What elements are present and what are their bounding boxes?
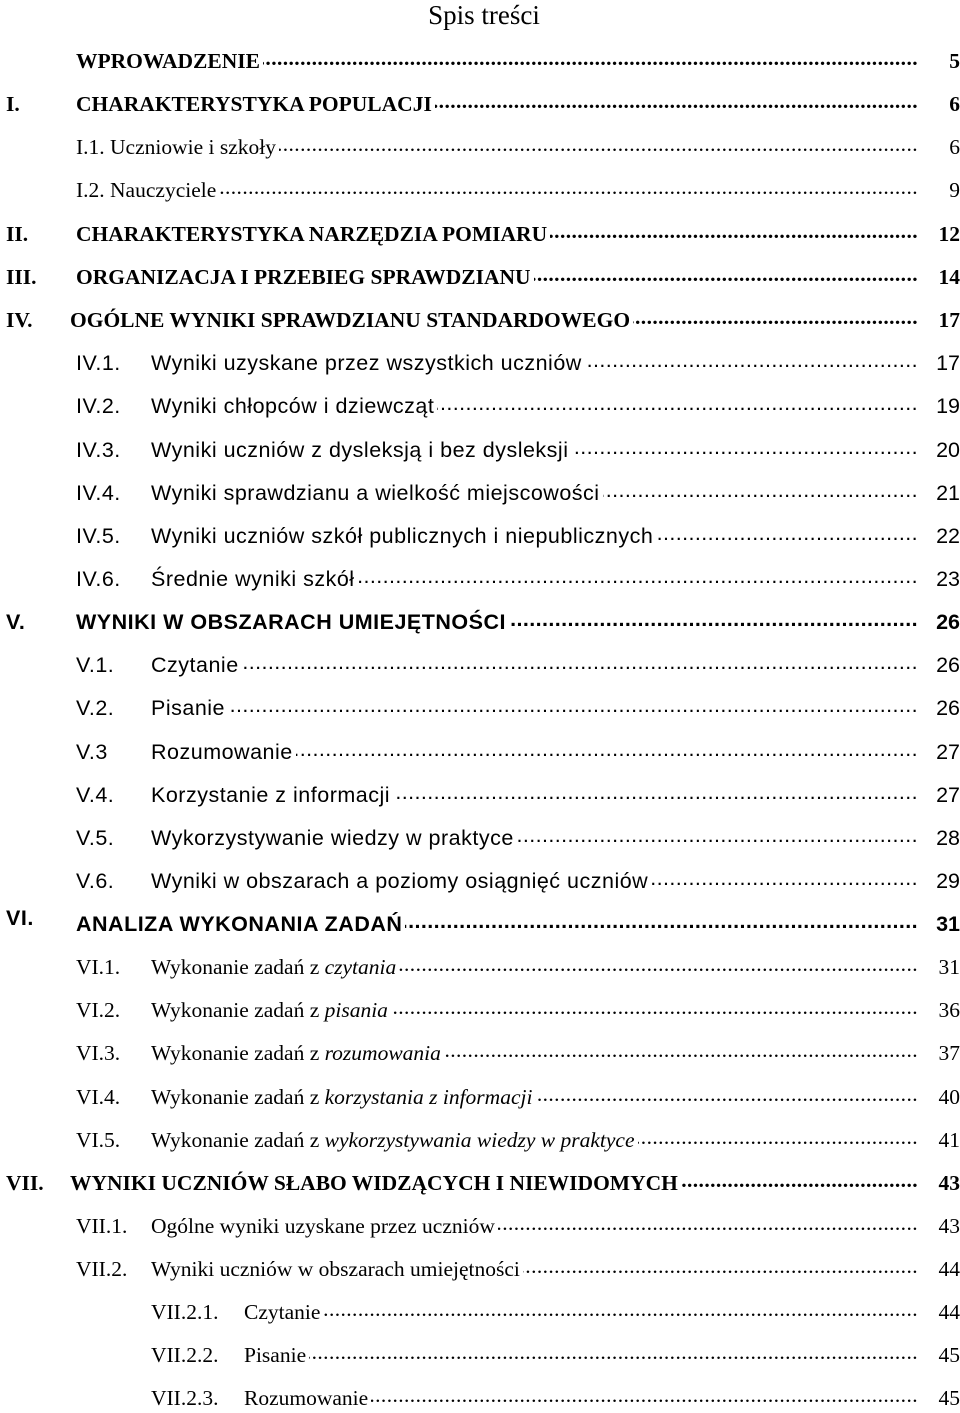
toc-entry-page-number: 6 — [926, 132, 960, 162]
toc-entry-page-number: 6 — [926, 89, 960, 119]
toc-entry-label — [151, 435, 572, 465]
toc-entry-page-number: 43 — [926, 1211, 960, 1241]
toc-entry-number: VII. — [6, 1168, 44, 1198]
toc-entry[interactable] — [0, 305, 960, 335]
toc-entry-label — [151, 1254, 523, 1284]
toc-entry-label-text: Ogólne wyniki uzyskane przez uczniów — [151, 1214, 495, 1238]
toc-entry-page-number: 44 — [926, 1254, 960, 1284]
toc-entry-label-text: Pisanie — [151, 696, 226, 720]
toc-entry-page-number: 43 — [926, 1168, 960, 1198]
toc-entry-page-number: 26 — [926, 607, 960, 637]
toc-entry-label-text: Wykonanie zadań z — [151, 955, 320, 979]
toc-entry-page-number: 17 — [926, 348, 960, 378]
toc-entry-number: IV. — [6, 305, 33, 335]
toc-entry-label-text: Wyniki uzyskane przez wszystkich uczniów — [151, 351, 582, 375]
toc-entry-label-italic: korzystania z informacji — [324, 1085, 533, 1109]
toc-entry-label-italic: wykorzystywania wiedzy w praktyce — [324, 1128, 635, 1152]
toc-entry-label — [76, 132, 279, 162]
toc-entry-page-number: 29 — [926, 866, 960, 896]
toc-entry-label — [151, 737, 296, 767]
toc-entry-page-number: 19 — [926, 391, 960, 421]
toc-entry-label — [76, 607, 509, 637]
toc-entry-page-number: 37 — [926, 1038, 960, 1068]
toc-entry-number: VII.2. — [76, 1254, 127, 1284]
toc-entry[interactable] — [0, 219, 960, 249]
dot-leader — [151, 693, 918, 717]
toc-entry[interactable] — [0, 89, 960, 119]
toc-entry-label-text: OGÓLNE WYNIKI SPRAWDZIANU STANDARDOWEGO — [70, 308, 631, 332]
toc-entry-number: VII.2.2. — [151, 1340, 218, 1370]
toc-entry[interactable] — [0, 952, 960, 982]
toc-entry-label — [70, 1168, 681, 1198]
toc-entry-number: VI.3. — [76, 1038, 120, 1068]
toc-entry-number: I. — [6, 89, 20, 119]
toc-entry-label-text: Wykorzystywanie wiedzy w praktyce — [151, 826, 514, 850]
toc-entry-page-number: 26 — [926, 650, 960, 680]
toc-entry-page-number: 31 — [926, 909, 960, 939]
dot-leader — [244, 1297, 918, 1321]
toc-entry-page-number: 31 — [926, 952, 960, 982]
toc-entry-label-text: WYNIKI W OBSZARACH UMIEJĘTNOŚCI — [76, 610, 506, 634]
toc-entry-number: V.3 — [76, 737, 108, 767]
toc-entry-label — [151, 564, 358, 594]
toc-entry-page-number: 27 — [926, 780, 960, 810]
toc-entry[interactable] — [0, 1082, 960, 1112]
toc-entry[interactable] — [0, 391, 960, 421]
toc-entry-label — [76, 89, 435, 119]
toc-entry-page-number: 45 — [926, 1383, 960, 1413]
toc-entry-number: VI.1. — [76, 952, 120, 982]
toc-entry-page-number: 5 — [926, 46, 960, 76]
toc-entry-label — [76, 175, 219, 205]
toc-entry-label — [151, 952, 399, 982]
toc-entry-number: VI.2. — [76, 995, 120, 1025]
toc-entry[interactable] — [0, 1038, 960, 1068]
toc-entry-number: IV.5. — [76, 521, 121, 551]
toc-entry-page-number: 23 — [926, 564, 960, 594]
toc-entry[interactable] — [0, 1297, 960, 1327]
toc-entry-number: III. — [6, 262, 36, 292]
toc-entry-number: V. — [6, 607, 25, 637]
toc-entry-number: VI. — [6, 903, 34, 933]
toc-entry-label-italic: pisania — [324, 998, 388, 1022]
toc-entry-number: VI.4. — [76, 1082, 120, 1112]
toc-entry[interactable] — [0, 348, 960, 378]
toc-entry-label-text: I.1. Uczniowie i szkoły — [76, 135, 277, 159]
toc-entry-page-number: 20 — [926, 435, 960, 465]
toc-entry-page-number: 12 — [926, 219, 960, 249]
toc-entry-number: IV.1. — [76, 348, 121, 378]
toc-entry-page-number: 27 — [926, 737, 960, 767]
toc-entry-label-text: Wykonanie zadań z — [151, 1085, 320, 1109]
toc-entry-label — [151, 995, 391, 1025]
toc-entry-number: IV.2. — [76, 391, 121, 421]
toc-entry-label-text: ANALIZA WYKONANIA ZADAŃ — [76, 912, 403, 936]
toc-entry[interactable] — [0, 478, 960, 508]
toc-entry-label — [151, 348, 585, 378]
toc-entry-label — [76, 262, 534, 292]
toc-entry-page-number: 9 — [926, 175, 960, 205]
toc-entry-label-text: Wyniki uczniów w obszarach umiejętności — [151, 1257, 520, 1281]
toc-entry-number: II. — [6, 219, 28, 249]
toc-entry[interactable] — [0, 823, 960, 853]
toc-entry-number: IV.4. — [76, 478, 121, 508]
toc-entry-label-text: CHARAKTERYSTYKA NARZĘDZIA POMIARU — [76, 222, 548, 246]
toc-entry[interactable] — [0, 435, 960, 465]
toc-entry-label-text: Czytanie — [151, 653, 239, 677]
toc-entry-label — [76, 46, 263, 76]
toc-entry-label-text: Czytanie — [244, 1300, 321, 1324]
toc-entry-page-number: 14 — [926, 262, 960, 292]
toc-entry[interactable] — [0, 1340, 960, 1370]
toc-entry[interactable] — [0, 521, 960, 551]
toc-entry-label-text: ORGANIZACJA I PRZEBIEG SPRAWDZIANU — [76, 265, 531, 289]
toc-entry-page-number: 36 — [926, 995, 960, 1025]
toc-entry-label — [151, 866, 651, 896]
toc-entry-page-number: 17 — [926, 305, 960, 335]
toc-entry-label-text: Wykonanie zadań z — [151, 1128, 320, 1152]
toc-entry-label-text: Wyniki sprawdzianu a wielkość miejscowości — [151, 481, 600, 505]
toc-entry-label — [70, 305, 633, 335]
toc-entry[interactable] — [0, 995, 960, 1025]
toc-entry-label — [151, 693, 228, 723]
toc-entry-number: V.4. — [76, 780, 114, 810]
toc-entry-label-text: Rozumowanie — [244, 1386, 369, 1410]
toc-entry-label-text: WYNIKI UCZNIÓW SŁABO WIDZĄCYCH I NIEWIDOMYCH — [70, 1171, 678, 1195]
toc-entry-label — [151, 823, 517, 853]
toc-entry-label — [151, 1038, 444, 1068]
toc-entry-page-number: 21 — [926, 478, 960, 508]
toc-entry-number: V.2. — [76, 693, 114, 723]
toc-entry-label-text: Wyniki uczniów z dysleksją i bez dysleksji — [151, 438, 569, 462]
toc-entry-label-italic: czytania — [324, 955, 397, 979]
toc-entry-label-text: Wykonanie zadań z — [151, 998, 320, 1022]
toc-entry-number: IV.3. — [76, 435, 121, 465]
toc-entry-number: VII.2.1. — [151, 1297, 218, 1327]
toc-entry[interactable] — [0, 607, 960, 637]
toc-entry[interactable] — [0, 132, 960, 162]
toc-entry[interactable] — [0, 737, 960, 767]
toc-entry-label — [151, 1125, 638, 1155]
toc-entry-page-number: 41 — [926, 1125, 960, 1155]
toc-entry-number: VII.2.3. — [151, 1383, 218, 1413]
toc-entry-label — [151, 650, 242, 680]
toc-entry-label-text: Korzystanie z informacji — [151, 783, 391, 807]
toc-entry-label — [151, 780, 393, 810]
dot-leader — [151, 650, 918, 674]
toc-entry-label — [151, 1211, 498, 1241]
toc-entry-number: VI.5. — [76, 1125, 120, 1155]
toc-title: Spis treści — [428, 0, 540, 30]
toc-entry[interactable] — [0, 650, 960, 680]
toc-entry-label — [151, 478, 603, 508]
toc-entry-label-text: Wyniki uczniów szkół publicznych i niepublicznych — [151, 524, 654, 548]
toc-entry-number: V.5. — [76, 823, 114, 853]
toc-entry[interactable] — [0, 564, 960, 594]
toc-entry[interactable] — [0, 780, 960, 810]
toc-entry-page-number: 26 — [926, 693, 960, 723]
toc-entry-page-number: 45 — [926, 1340, 960, 1370]
toc-entry-number: V.1. — [76, 650, 114, 680]
toc-entry-number: VII.1. — [76, 1211, 127, 1241]
toc-entry[interactable] — [0, 175, 960, 205]
toc-entry[interactable] — [0, 866, 960, 896]
toc-entry-number: V.6. — [76, 866, 114, 896]
toc-entry-label — [244, 1340, 309, 1370]
toc-entry-number: IV.6. — [76, 564, 121, 594]
toc-entry-label — [76, 219, 550, 249]
toc-entry[interactable] — [0, 906, 960, 939]
toc-entry-page-number: 28 — [926, 823, 960, 853]
toc-entry-label-text: Wyniki chłopców i dziewcząt — [151, 394, 435, 418]
toc-entry-label — [76, 909, 405, 939]
toc-entry-label-text: Pisanie — [244, 1343, 307, 1367]
toc-entry-label-text: Średnie wyniki szkół — [151, 567, 355, 591]
toc-entry-label — [151, 521, 656, 551]
toc-entry-label — [244, 1383, 371, 1413]
toc-entry-label — [151, 391, 437, 421]
toc-entry-label-text: CHARAKTERYSTYKA POPULACJI — [76, 92, 432, 116]
toc-entry-page-number: 22 — [926, 521, 960, 551]
dot-leader — [244, 1340, 918, 1364]
toc-entry[interactable] — [0, 1254, 960, 1284]
toc-entry-page-number: 40 — [926, 1082, 960, 1112]
toc-entry[interactable] — [0, 46, 960, 76]
toc-entry-label-text: WPROWADZENIE — [76, 49, 260, 73]
toc-entry-label-text: Wykonanie zadań z — [151, 1041, 320, 1065]
toc-entry[interactable] — [0, 1383, 960, 1413]
toc-entry[interactable] — [0, 1125, 960, 1155]
toc-entry-label — [244, 1297, 323, 1327]
toc-entry[interactable] — [0, 1168, 960, 1198]
toc-entry[interactable] — [0, 693, 960, 723]
toc-entry-label-text: Rozumowanie — [151, 740, 293, 764]
toc-entry-label-text: Wyniki w obszarach a poziomy osiągnięć uczniów — [151, 869, 649, 893]
toc-entry-label — [151, 1082, 535, 1112]
toc-entry[interactable] — [0, 262, 960, 292]
toc-entry-label-text: I.2. Nauczyciele — [76, 178, 217, 202]
toc-entry-page-number: 44 — [926, 1297, 960, 1327]
toc-entry[interactable] — [0, 1211, 960, 1241]
toc-entry-label-italic: rozumowania — [324, 1041, 441, 1065]
